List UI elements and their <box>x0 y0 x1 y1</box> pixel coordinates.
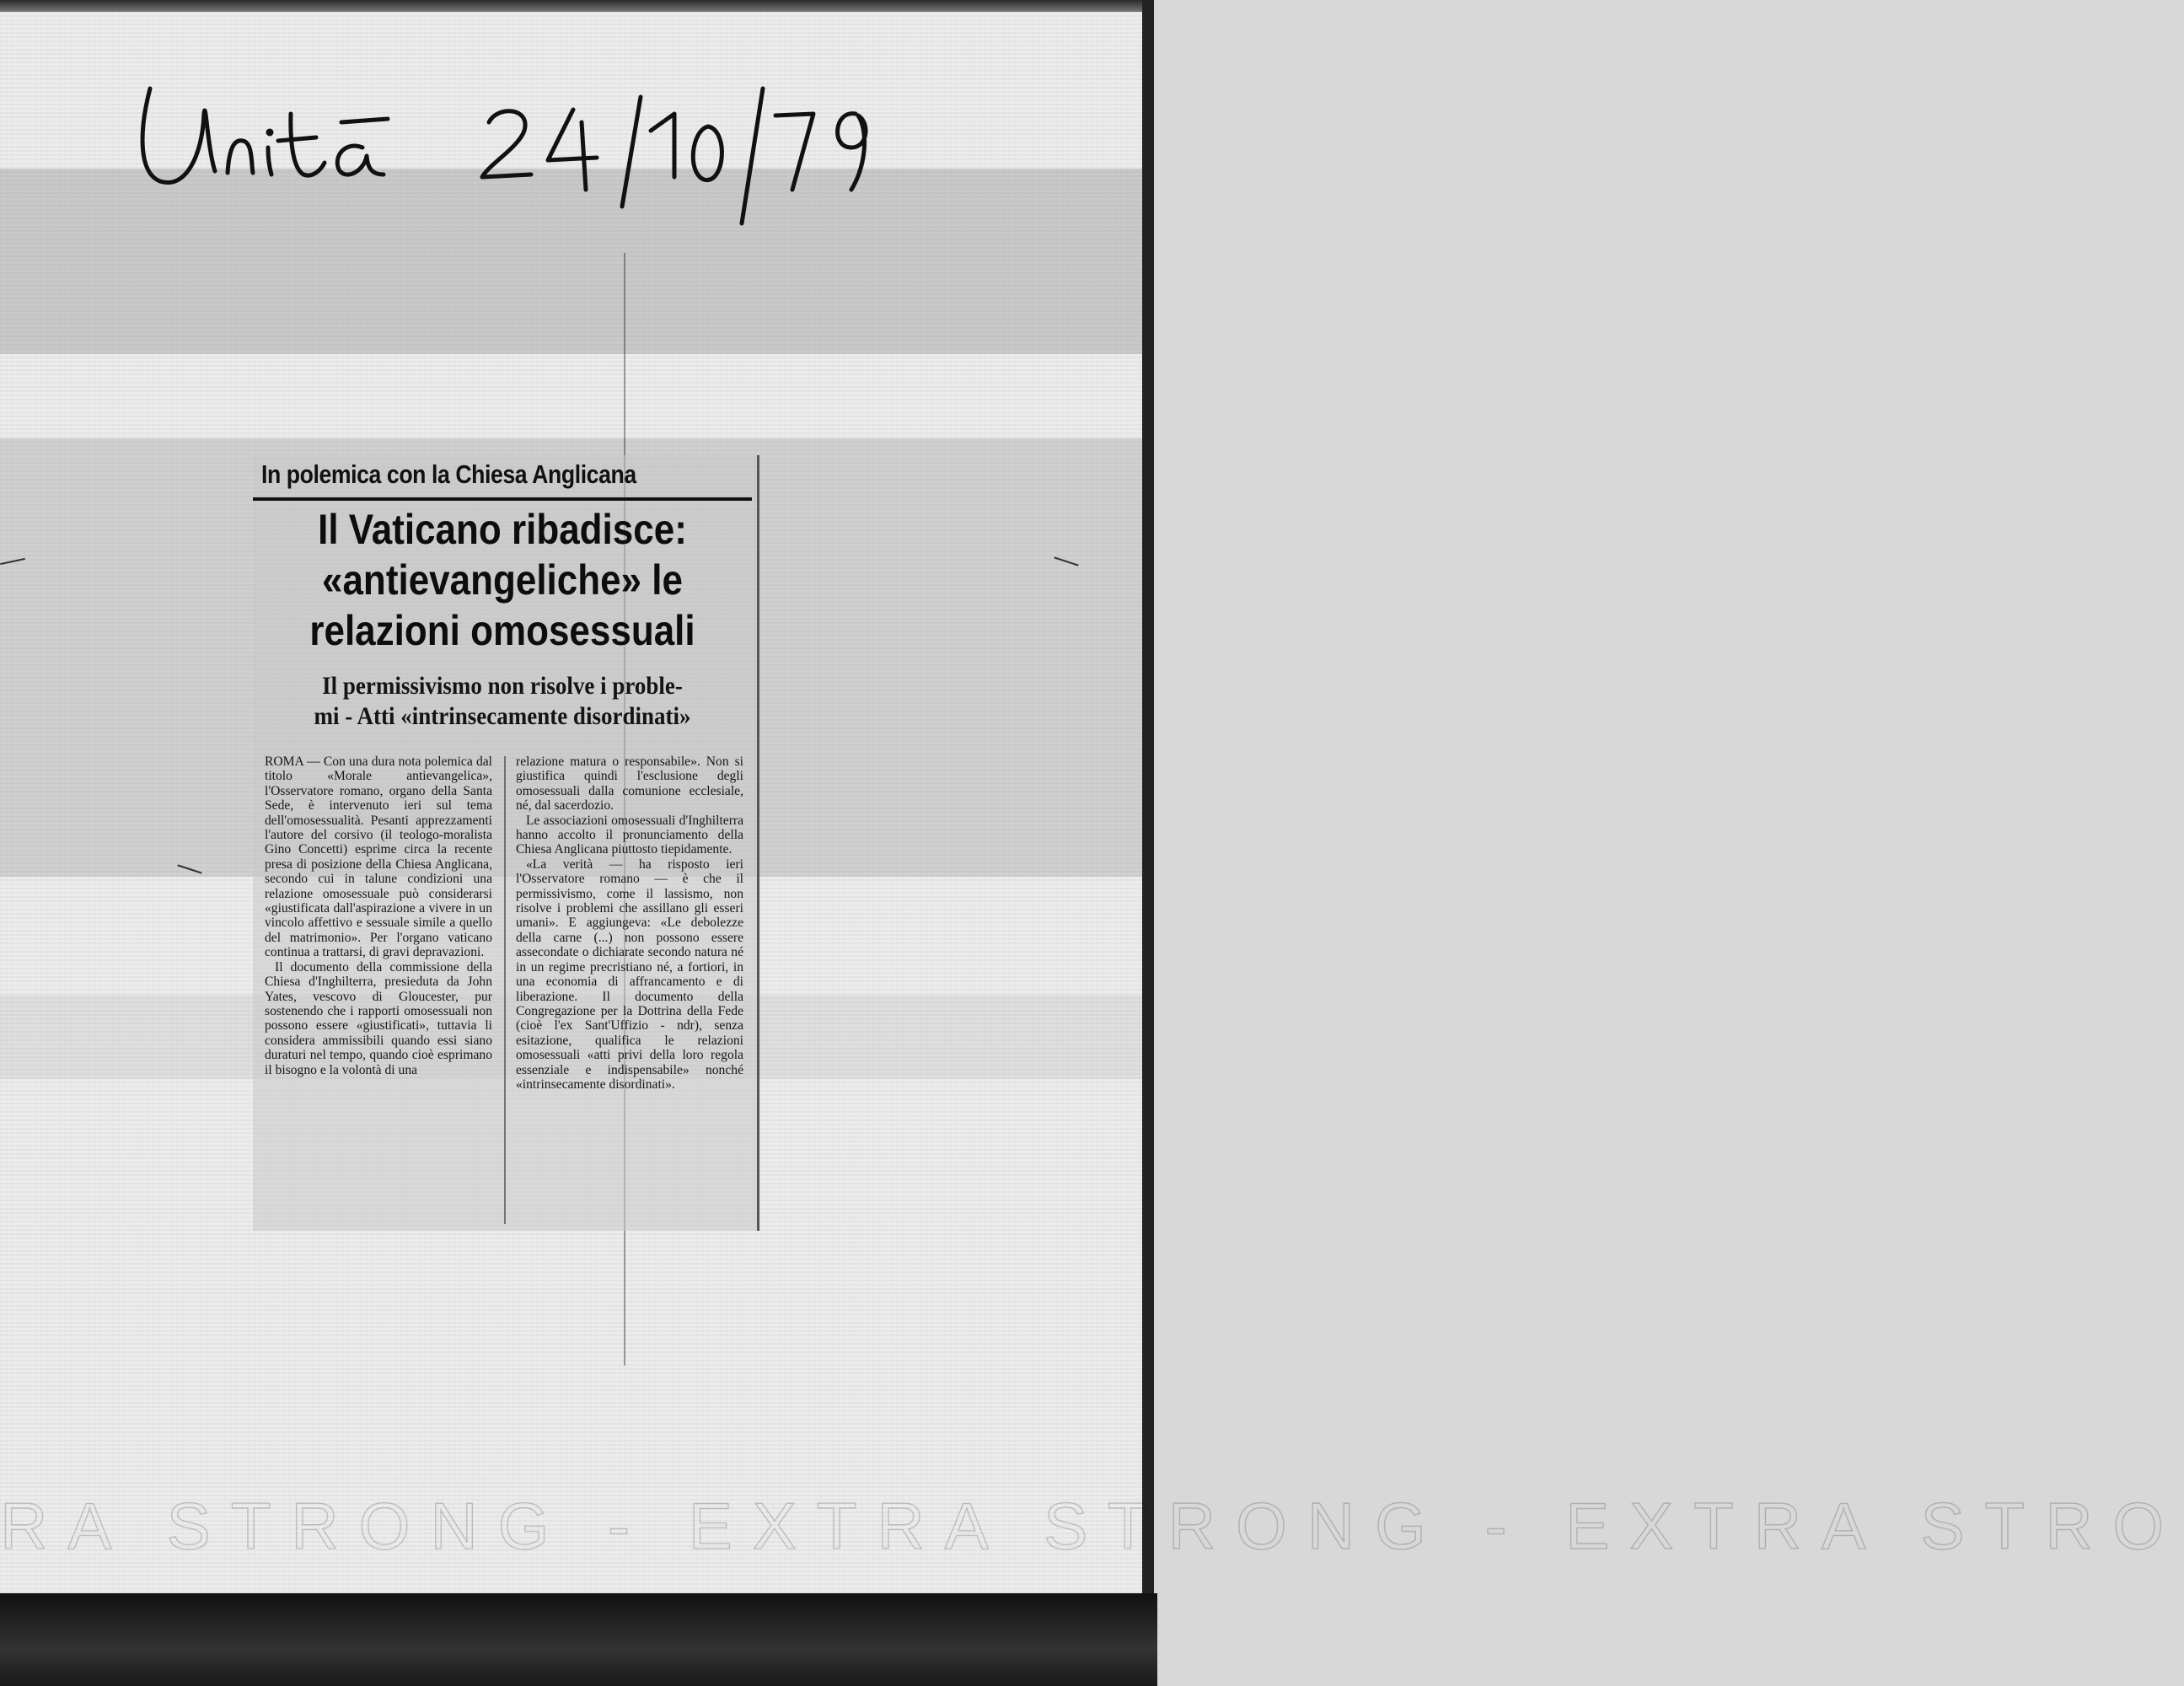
headline-line: «antievangeliche» le <box>321 556 683 604</box>
article-paragraph: ROMA — Con una dura nota polemica dal titolo «Morale antievangelica», l'Osservatore romano, organo della Santa Sede, è intervenuto ieri sul tema dell'omosessualità. Pesanti apprezzamenti l'autore del corsivo (il teologo-moralista Gino Concetti) esprime circa la recente presa di posizione della Chiesa Anglicana, secondo cui in talune condizioni una relazione omosessuale può considerarsi «giustificata dall'aspirazione a vivere in un vincolo affettivo e sessuale simile a quello del matrimonio». Per l'organo vaticano continua a trattarsi, di gravi depravazioni. <box>265 754 492 960</box>
headline-line: relazioni omosessuali <box>309 607 695 654</box>
article-kicker: In polemica con la Chiesa Anglicana <box>261 459 636 489</box>
handwritten-note <box>135 63 910 232</box>
article-column-left <box>265 754 492 1227</box>
subhead-line: mi - Atti «intrinsecamente disordinati» <box>314 702 691 730</box>
article-paragraph: Le associazioni omosessuali d'Inghilterra hanno accolto il pronunciamento della Chiesa Anglicana piuttosto tiepidamente. <box>516 813 743 857</box>
article-headline <box>253 504 752 698</box>
article-paragraph: Il documento della commissione della Chiesa d'Inghilterra, presieduta da John Yates, vescovo di Gloucester, pur sostenendo che i rapporti omosessuali non possono essere «giustificati», tuttavia li considera ammissibili quando essi siano duraturi nel tempo, quando cioè esprimano il bisogno e la volontà di una <box>265 959 492 1077</box>
paper-watermark: RA STRONG - EXTRA STRONG - EXTRA STRO <box>0 1489 2184 1563</box>
article-body <box>265 754 747 1227</box>
article-subheadline <box>253 671 752 755</box>
headline-line: Il Vaticano ribadisce: <box>318 506 687 553</box>
subhead-line: Il permissivismo non risolve i proble- <box>322 672 683 700</box>
article-paragraph: «La verità — ha risposto ieri l'Osservatore romano — è che il permissivismo, come il lassismo, non risolve i problemi che assillano gli esseri umani». E aggiungeva: «Le debolezze della carne (...) non possono essere assecondate o dichiarate secondo natura né in un regime precristiano né, a fortiori, in una economia di affrancamento e di liberazione. Il documento della Congregazione per la Dottrina della Fede (cioè l'ex Sant'Uffizio - ndr), senza esitazione, qualifica le relazioni omosessuali «atti privi della loro regola essenziale e indispensabile» nonché «intrinsecamente disordinati». <box>516 856 743 1092</box>
column-divider <box>504 756 506 1224</box>
article-column-right <box>516 754 743 1227</box>
scan-top-edge <box>0 0 1142 12</box>
newspaper-clipping <box>253 455 759 1231</box>
kicker-divider <box>253 497 752 501</box>
article-paragraph: relazione matura o responsabile». Non si giustifica quindi l'esclusione degli omosessuali dalla comunione ecclesiale, né, dal sacerdozio. <box>516 754 743 813</box>
scan-bottom-edge <box>0 1593 1157 1686</box>
handwritten-signature-image <box>135 63 910 232</box>
